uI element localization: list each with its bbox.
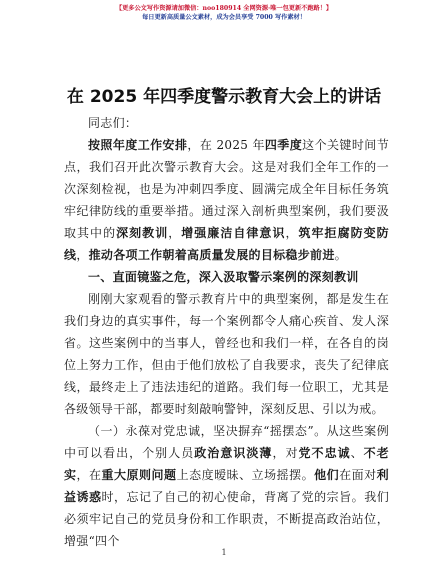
- bold-run: 深刻教训: [116, 226, 169, 240]
- text-run: （一）永葆对党忠诚，坚决摒弃“摇摆态”。从这些案例中可以看出，个别人员: [64, 424, 389, 460]
- bold-run: 利益诱惑: [64, 468, 389, 504]
- text-run: ，对: [272, 446, 299, 460]
- paragraph-loyalty: [64, 420, 389, 552]
- text-run: ，: [76, 248, 89, 262]
- page-number: 1: [221, 548, 227, 557]
- bold-run: 按照年度工作安排: [88, 138, 188, 152]
- bold-run: 不老实: [64, 446, 389, 482]
- text-run: 在面对: [339, 468, 377, 482]
- text-run: 这个关键时间节点，我们召开此次警示教育大会。这是对我们全年工作的一次深刻检视，也是为冲刺四季度、圆满完成全年目标任务筑牢纪律防线的重要举措。通过深入剖析典型案例，我们要汲取其中的: [64, 138, 389, 240]
- promo-line-2: 每日更新高质量公文素材，成为会员享受 7000 写作素材！: [142, 14, 306, 21]
- bold-run: 政治意识淡薄: [194, 446, 273, 460]
- bold-run: 四季度: [264, 138, 303, 152]
- bold-run: 增强廉洁自律意识: [181, 226, 286, 240]
- promo-banner: [0, 4, 448, 22]
- text-run: ，: [285, 226, 299, 240]
- document-title: 在 2025 年四季度警示教育大会上的讲话: [66, 87, 382, 107]
- paragraph-intro: [64, 134, 389, 266]
- text-run: 上态度暧昧、立场摇摆。: [176, 468, 315, 482]
- text-run: ，在: [76, 468, 102, 482]
- bold-run: 党不忠诚: [298, 446, 351, 460]
- document-body: [64, 112, 389, 552]
- bold-run: 推动各项工作朝着高质量发展的目标稳步前进: [88, 248, 335, 262]
- paragraph-cases: 刚刚大家观看的警示教育片中的典型案例，都是发生在我们身边的真实事件，每一个案例都令人痛心疾首、发人深省。这些案例中的当事人，曾经也和我们一样，在各自的岗位上努力工作，但由于他们放松了自我要求，丧失了纪律底线，最终走上了违法违纪的道路。我们每一位职工，尤其是各级领导干部，都要时刻敲响警钟，深刻反思、引以为戒。: [64, 292, 389, 416]
- text-run: ，在 2025 年: [187, 138, 265, 152]
- text-run: ，: [168, 226, 182, 240]
- bold-run: 筑牢拒腐防变防线: [64, 226, 389, 262]
- promo-line-1: 【更多公文写作资源请加微信：noo180914 全网资源·唯一包更新不跑路！】: [115, 5, 333, 12]
- bold-run: 他们: [314, 468, 340, 482]
- text-run: 。: [334, 248, 347, 262]
- bold-run: 重大原则问题: [101, 468, 177, 482]
- text-run: 、: [350, 446, 364, 460]
- greeting: 同志们：: [88, 116, 138, 130]
- section-heading-1: 一、直面镜鉴之危，深入汲取警示案例的深刻教训: [88, 270, 359, 284]
- text-run: 时，忘记了自己的初心使命，背离了党的宗旨。我们必须牢记自己的党员身份和工作职责，不断提高政治站位，增强“四个: [64, 490, 389, 548]
